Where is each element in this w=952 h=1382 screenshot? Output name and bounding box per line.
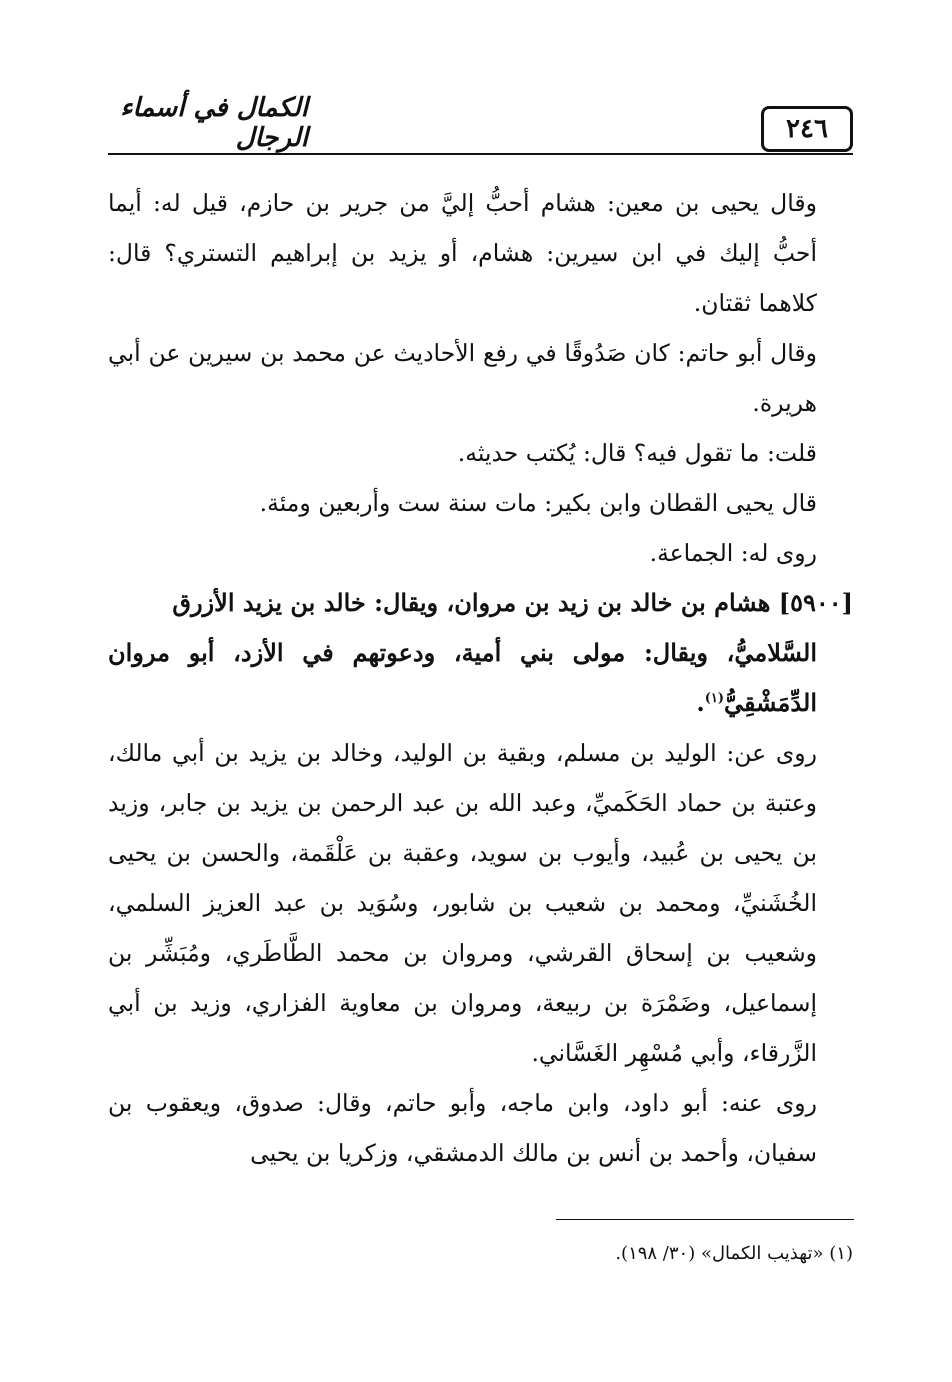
page-body — [108, 178, 853, 1178]
header-rule — [108, 153, 853, 155]
paragraph-question: قلت: ما تقول فيه؟ قال: يُكتب حديثه. — [457, 439, 817, 467]
entry-heading-continuation — [108, 628, 853, 728]
entry-heading-period: . — [696, 688, 705, 717]
entry-heading-line2: السَّلاميُّ، ويقال: مولى بني أمية، ودعوتهم في الأزد، أبو مروان الدِّمَشْقِيُّ — [108, 638, 818, 717]
paragraph-death-year: قال يحيى القطان وابن بكير: مات سنة ست وأربعين ومئة. — [259, 489, 817, 517]
paragraph-narrated-by-group: روى له: الجماعة. — [649, 539, 817, 567]
footnote-marker[interactable]: (١) — [704, 691, 724, 706]
paragraph-abu-hatim: وقال أبو حاتم: كان صَدُوقًا في رفع الأحاديث عن محمد بن سيرين عن أبي هريرة. — [108, 339, 817, 417]
page-number: ٢٤٦ — [761, 106, 853, 152]
book-title: الكمال في أسماء الرجال — [120, 93, 308, 153]
entry-heading — [108, 578, 853, 728]
footnote: (١) «تهذيب الكمال» (٣٠/ ١٩٨). — [615, 1243, 853, 1264]
entry-heading-line1: [٥٩٠٠] هشام بن خالد بن زيد بن مروان، ويقال: خالد بن يزيد الأزرق — [172, 588, 853, 617]
paragraph-narrated-from: روى عن: الوليد بن مسلم، وبقية بن الوليد، وخالد بن يزيد بن أبي مالك، وعتبة بن حماد الحَكَميِّ، وعبد الله بن عبد الرحمن بن يزيد بن جابر، وزيد بن يحيى بن عُبيد، وأيوب بن سويد، وعقبة بن عَلْقَمة، والحسن بن يحيى الخُشَنيِّ، ومحمد بن شعيب بن شابور، وسُوَيد بن عبد العزيز السلمي، وشعيب بن إسحاق القرشي، ومروان بن محمد الطَّاطَري، ومُبَشِّر بن إسماعيل، وضَمْرَة بن ربيعة، ومروان بن معاوية الفزاري، وزيد بن أبي الزَّرقاء، وأبي مُسْهِر الغَسَّاني. — [108, 739, 817, 1067]
footnote-rule — [556, 1219, 854, 1220]
paragraph-narrated-by: روى عنه: أبو داود، وابن ماجه، وأبو حاتم، وقال: صدوق، ويعقوب بن سفيان، وأحمد بن أنس بن مالك الدمشقي، وزكريا بن يحيى — [108, 1089, 817, 1167]
paragraph-ibn-maeen: وقال يحيى بن معين: هشام أحبُّ إليَّ من جرير بن حازم، قيل له: أيما أحبُّ إليك في ابن سيرين: هشام، أو يزيد بن إبراهيم التستري؟ قال: كلاهما ثقتان. — [108, 189, 817, 317]
page-header — [108, 93, 853, 156]
